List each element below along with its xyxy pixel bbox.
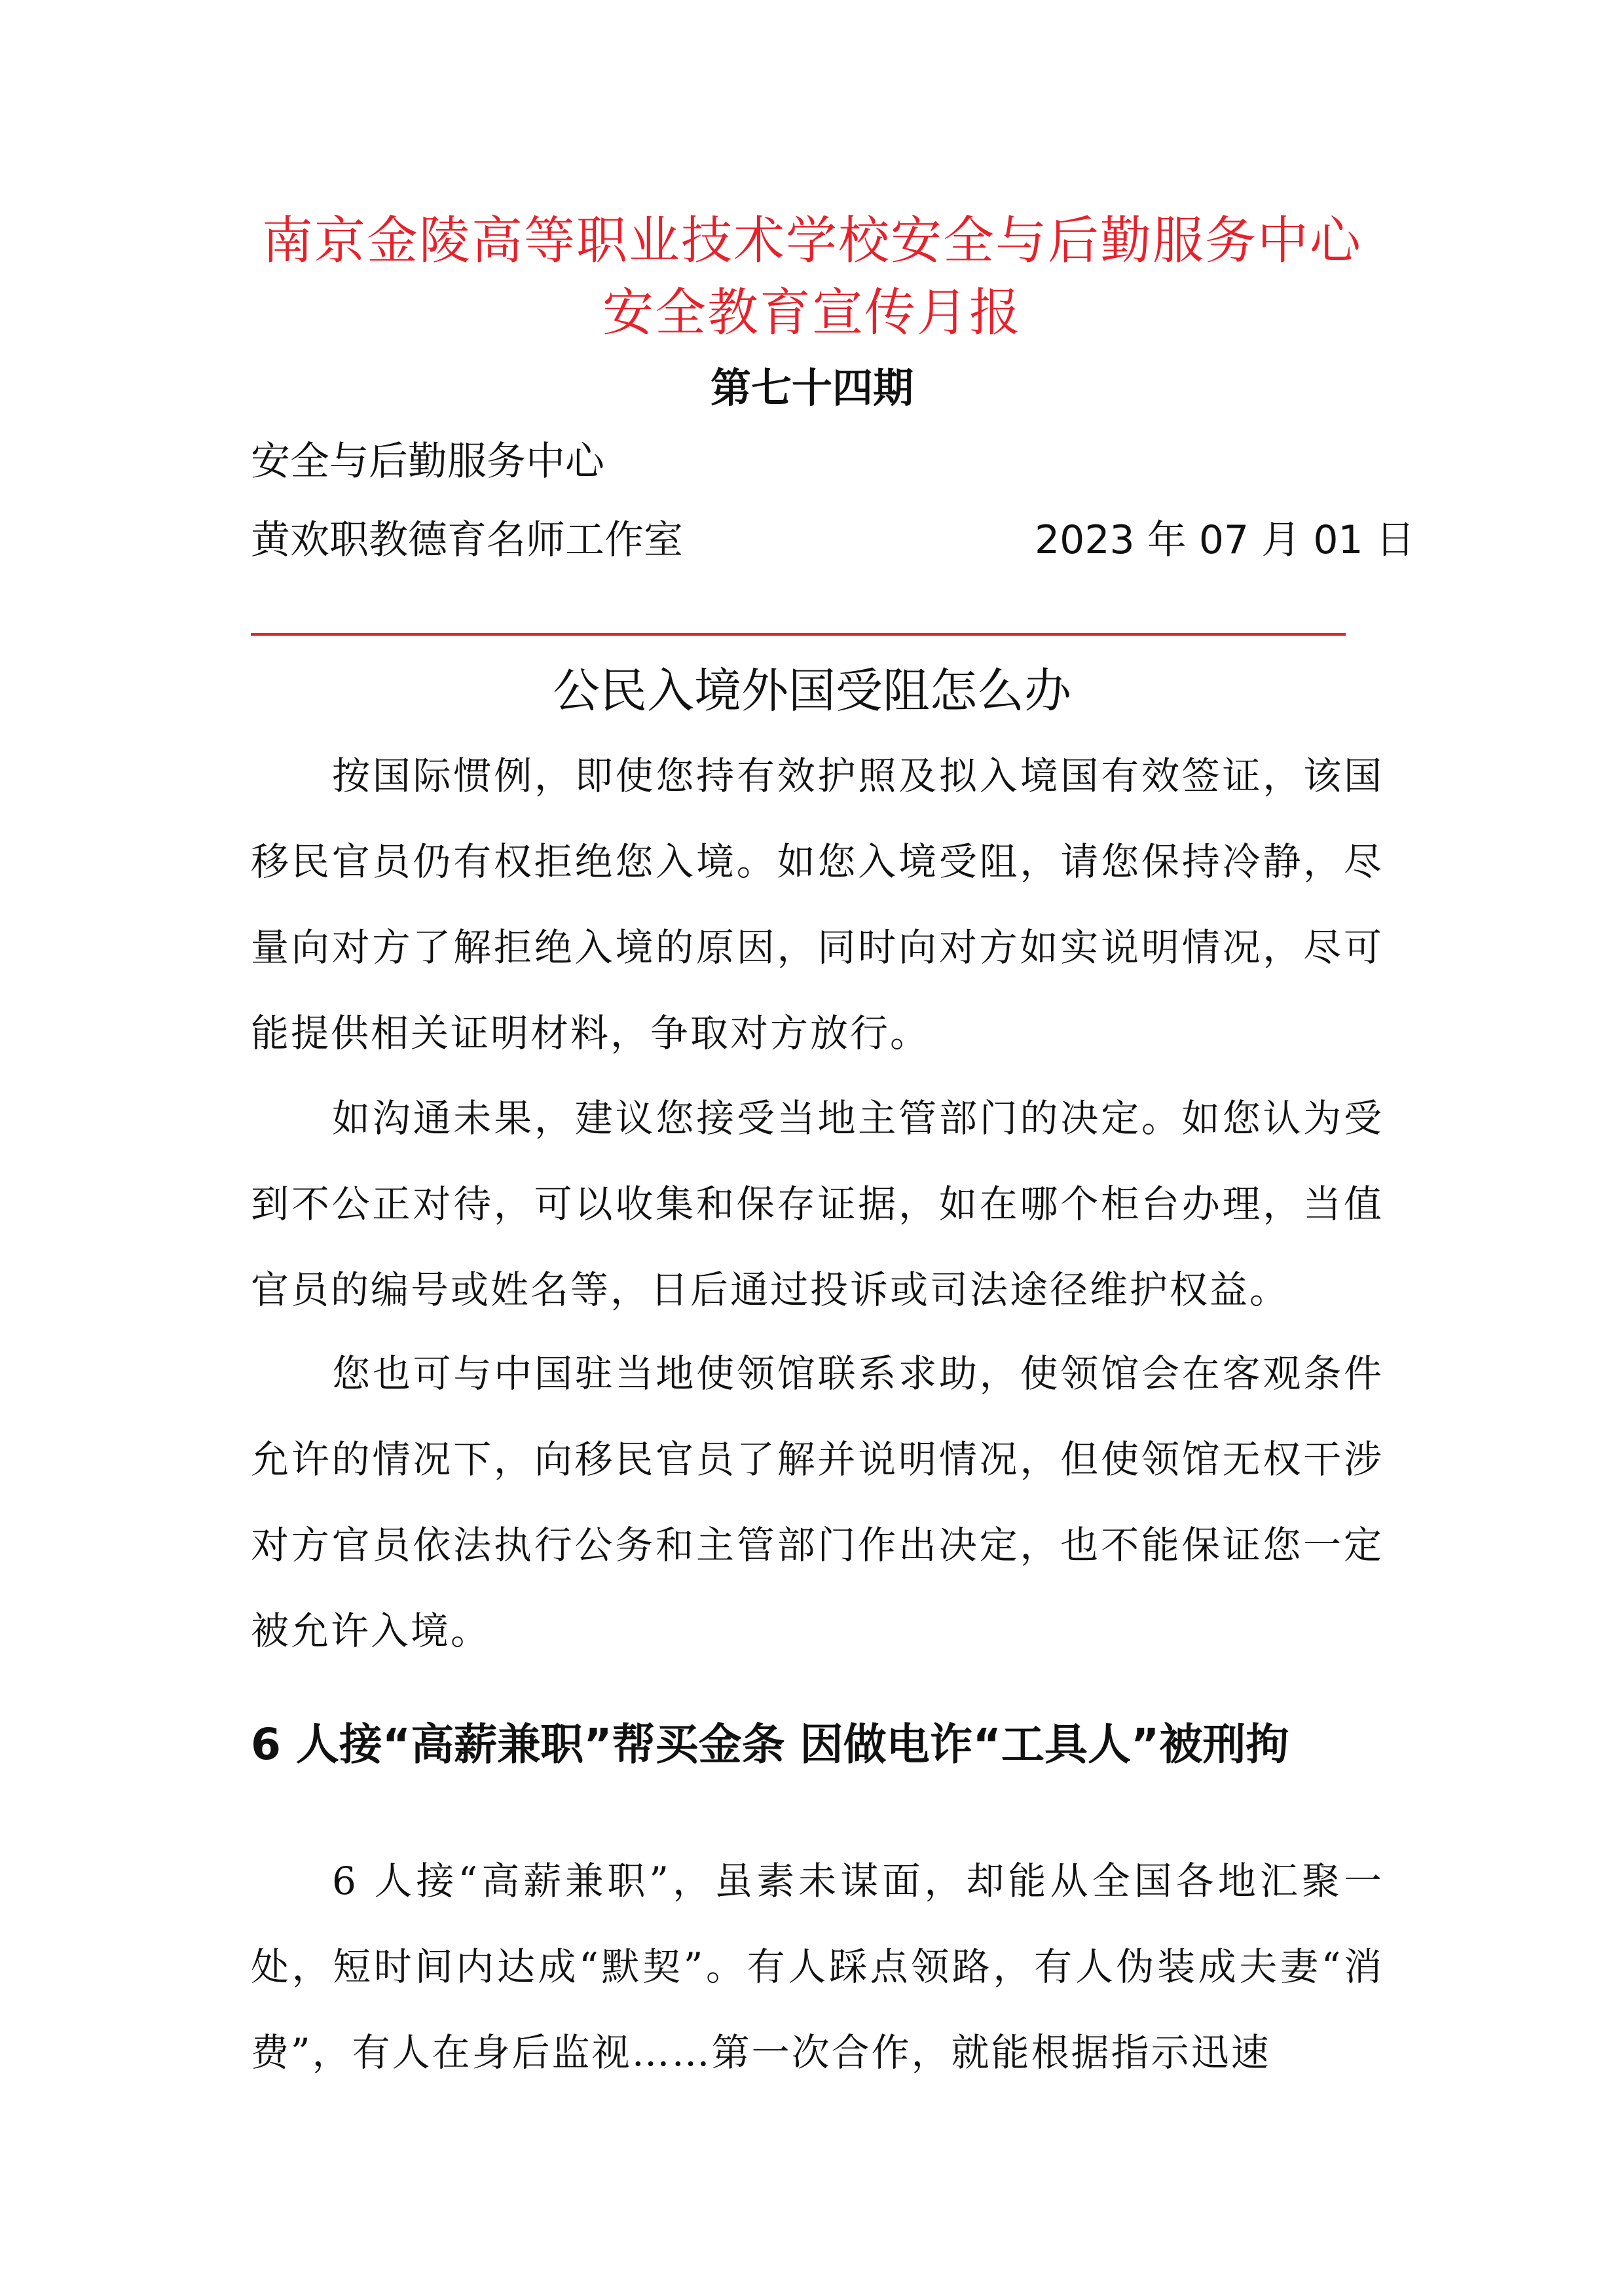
- header-title-line2: 安全教育宣传月报: [602, 283, 1022, 342]
- red-divider: [251, 633, 1346, 636]
- organization-line1: 安全与后勤服务中心: [251, 439, 604, 484]
- organization-line2: 黄欢职教德育名师工作室: [251, 517, 683, 563]
- paragraph-text: 按国际惯例，即使您持有效护照及拟入境国有效签证，该国移民官员仍有权拒绝您入境。如您入境受阻，请您保持冷静，尽量向对方了解拒绝入境的原因，同时向对方如实说明情况，尽可能提供相关证明材料，争取对方放行。: [251, 754, 1384, 1055]
- paragraph-text: 您也可与中国驻当地使领馆联系求助，使领馆会在客观条件允许的情况下，向移民官员了解并说明情况，但使领馆无权干涉对方官员依法执行公务和主管部门作出决定，也不能保证您一定被允许入境。: [251, 1351, 1384, 1653]
- article1-paragraph-2: [251, 1076, 1384, 1333]
- article1-title: 公民入境外国受阻怎么办: [552, 663, 1071, 718]
- publish-date: 2023 年 07 月 01 日: [1035, 517, 1415, 563]
- article2-title: 6 人接“高薪兼职”帮买金条 因做电诈“工具人”被刑拘: [251, 1719, 1289, 1770]
- header-title-line1: 南京金陵高等职业技术学校安全与后勤服务中心: [261, 211, 1362, 270]
- article1-paragraph-1: [251, 733, 1384, 1076]
- paragraph-text: 如沟通未果，建议您接受当地主管部门的决定。如您认为受到不公正对待，可以收集和保存证据，如在哪个柜台办理，当值官员的编号或姓名等，日后通过投诉或司法途径维护权益。: [251, 1096, 1384, 1312]
- paragraph-text: 6 人接“高薪兼职”，虽素未谋面，却能从全国各地汇聚一处，短时间内达成“默契”。有人踩点领路，有人伪装成夫妻“消费”，有人在身后监视……第一次合作，就能根据指示迅速: [251, 1859, 1384, 2075]
- article2-paragraph-1: [251, 1838, 1384, 2096]
- issue-number: 第七十四期: [710, 364, 913, 412]
- article1-paragraph-3: [251, 1331, 1384, 1674]
